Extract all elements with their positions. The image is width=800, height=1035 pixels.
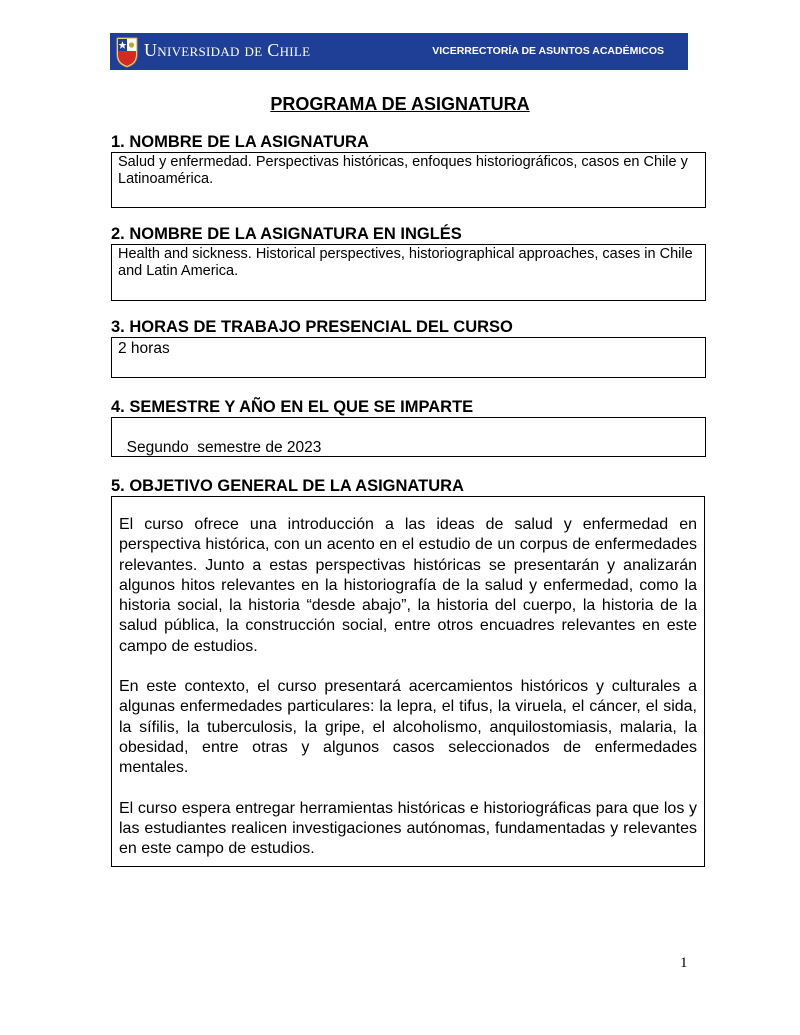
section-2-heading: 2. NOMBRE DE LA ASIGNATURA EN INGLÉS	[111, 225, 462, 243]
section-3-content: 2 horas	[118, 340, 170, 357]
section-5-heading: 5. OBJETIVO GENERAL DE LA ASIGNATURA	[111, 477, 464, 495]
header-banner	[110, 33, 688, 70]
section-1-content: Salud y enfermedad. Perspectivas históricas, enfoques historiográficos, casos en Chile y Latinoamérica.	[118, 154, 688, 187]
university-crest-icon	[115, 35, 139, 68]
university-name: Universidad de Chile	[144, 40, 311, 60]
section-2-content: Health and sickness. Historical perspectives, historiographical approaches, cases in Chile and Latin America.	[118, 246, 693, 279]
page-number: 1	[680, 955, 688, 971]
objective-paragraph: El curso espera entregar herramientas históricas e historiográficas para que los y las estudiantes realicen investigaciones autónomas, fundamentadas y relevantes en este campo de estudios.	[119, 799, 697, 858]
section-4-content: Segundo semestre de 2023	[126, 439, 322, 456]
section-4-box	[111, 417, 706, 457]
section-1-heading: 1. NOMBRE DE LA ASIGNATURA	[111, 133, 369, 151]
section-4-heading: 4. SEMESTRE Y AÑO EN EL QUE SE IMPARTE	[111, 398, 474, 416]
section-3-box	[111, 337, 706, 378]
section-2-box	[111, 244, 706, 301]
page-title: PROGRAMA DE ASIGNATURA	[270, 94, 530, 114]
objective-paragraph: El curso ofrece una introducción a las ideas de salud y enfermedad en perspectiva histórica, con un acento en el estudio de un corpus de enfermedades relevantes. Junto a estas perspectivas históricas se presentarán y analizarán algunos hitos relevantes en la historiografía de la salud y enfermedad, como la historia social, la historia “desde abajo”, la historia del cuerpo, la historia de la salud pública, la construcción social, entre otros encuadres relevantes en este campo de estudios.	[119, 516, 697, 655]
section-3-heading: 3. HORAS DE TRABAJO PRESENCIAL DEL CURSO	[111, 318, 513, 336]
objective-paragraph: En este contexto, el curso presentará acercamientos históricos y culturales a algunas enfermedades particulares: la lepra, el tifus, la viruela, el cáncer, el sida, la sífilis, la tuberculosis, la gripe, el alcoholismo, anquilostomiasis, malaria, la obesidad, entre otras y algunos casos seleccionados de enfermedades mentales.	[119, 678, 697, 777]
unit-name: VICERRECTORÍA DE ASUNTOS ACADÉMICOS	[432, 45, 664, 57]
section-5-box	[111, 496, 705, 867]
section-1-box	[111, 152, 706, 208]
